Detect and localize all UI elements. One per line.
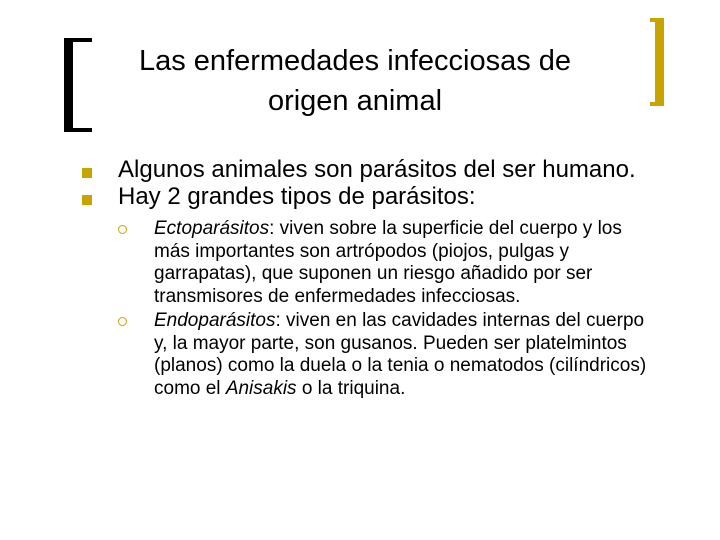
term-endoparasitos: Endoparásitos [154, 310, 276, 331]
bullet-text: Algunos animales son parásitos del ser humano. [118, 156, 636, 183]
title-bracket-left-bottom [64, 128, 92, 132]
term-ectoparasitos: Ectoparásitos [154, 218, 270, 239]
sub-bullet-item [82, 218, 652, 308]
sub-bullet-item [82, 310, 652, 400]
sub-bullet-text-end: o la triquina. [296, 377, 406, 399]
title-bracket-right-bottom [650, 102, 664, 106]
bullet-list [82, 158, 652, 402]
title-bracket-right-top [650, 18, 664, 22]
sub-bullet-list [82, 218, 652, 400]
sub-bullet-text: : viven sobre la superficie del cuerpo y los más importantes son artrópodos (piojos, pulgas y garrapatas), que suponen un riesgo añadido por ser transmisores de enfermedades infecciosas. [154, 218, 622, 307]
bullet-item [82, 185, 652, 208]
circle-bullet-icon [118, 317, 127, 326]
bullet-item [82, 158, 652, 181]
square-bullet-icon [82, 168, 92, 178]
circle-bullet-icon [118, 225, 127, 234]
square-bullet-icon [82, 195, 92, 205]
title-bracket-left [64, 38, 73, 132]
sub-bullet-text: : viven en las cavidades internas del cuerpo y, la mayor parte, son gusanos. Pueden ser platelmintos (planos) como la duela o la tenia o nematodos (cilíndricos) como el [154, 310, 647, 399]
slide-title: Las enfermedades infecciosas de origen animal [138, 45, 572, 117]
title-bracket-left-top [64, 38, 92, 42]
term-anisakis: Anisakis [225, 377, 297, 399]
title-bracket-right [655, 18, 664, 106]
bullet-text: Hay 2 grandes tipos de parásitos: [118, 183, 476, 210]
